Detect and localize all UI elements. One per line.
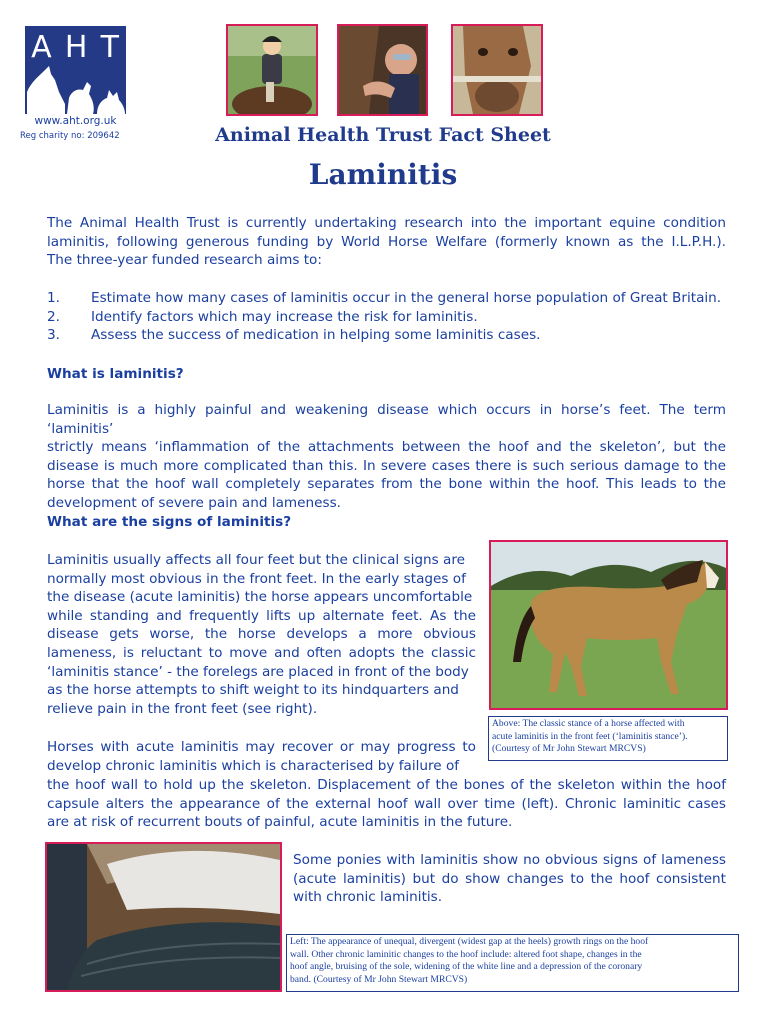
heading-what-is-laminitis: What is laminitis? xyxy=(47,366,184,382)
chronic-hoof-photo xyxy=(45,842,282,992)
caption-line: acute laminitis in the front feet (‘laminitis stance’). xyxy=(492,730,688,742)
para-line: Some ponies with laminitis show no obvious signs of lameness xyxy=(293,852,726,868)
para-line: with chronic laminitis. xyxy=(293,889,443,906)
caption-line: (Courtesy of Mr John Stewart MRCVS) xyxy=(492,743,646,754)
ponies-paragraph xyxy=(293,851,726,907)
fact-sheet-title: Animal Health Trust Fact Sheet xyxy=(215,124,551,146)
horse-face-photo xyxy=(451,24,543,116)
caption-line: Above: The classic stance of a horse affected with xyxy=(492,718,685,729)
para-line: disease gets worse, the horse develops a more obvious xyxy=(47,626,476,643)
para-line: lameness, is reluctant to move and often adopts the classic xyxy=(47,644,476,661)
logo-letter-a: A xyxy=(31,30,53,65)
para-line: relieve pain in the front feet (see right). xyxy=(47,700,318,717)
logo-letter-h: H xyxy=(64,30,89,65)
what-is-paragraph xyxy=(47,401,726,513)
intro-paragraph xyxy=(47,214,726,270)
para-line: the hoof wall to hold up the skeleton. Displacement of the bones of the skeleton within the hoof xyxy=(47,777,726,793)
para-line: disease is much more complicated than this. In severe cases there is such serious damage to the xyxy=(47,457,726,474)
charity-number: Reg charity no: 209642 xyxy=(20,131,120,141)
list-number: 3. xyxy=(47,327,60,344)
para-line: the disease (acute laminitis) the horse appears uncomfortable xyxy=(47,589,473,606)
signs-paragraph xyxy=(47,551,476,718)
caption-line: Left: The appearance of unequal, divergent (widest gap at the heels) growth rings on the hoof xyxy=(290,936,649,947)
list-number: 2. xyxy=(47,308,60,325)
para-line: Horses with acute laminitis may recover or may progress to xyxy=(47,739,476,755)
list-item xyxy=(47,326,737,345)
website-url[interactable]: www.aht.org.uk xyxy=(34,115,117,127)
para-line: develop chronic laminitis which is characterised by failure of xyxy=(47,757,460,774)
heading-signs: What are the signs of laminitis? xyxy=(47,514,292,530)
para-line: capsule alters the appearance of the external hoof wall over time (left). Chronic laminitic cases xyxy=(47,795,726,812)
animal-silhouettes-icon xyxy=(25,62,126,114)
list-item xyxy=(47,308,737,327)
para-line: Laminitis usually affects all four feet but the clinical signs are xyxy=(47,552,465,568)
list-item xyxy=(47,289,737,308)
list-text: Identify factors which may increase the risk for laminitis. xyxy=(91,308,478,325)
laminitis-stance-horse-photo xyxy=(489,540,728,710)
para-line: (acute laminitis) but do show changes to the hoof consistent xyxy=(293,870,726,887)
intro-line: The Animal Health Trust is currently undertaking research into the important equine condition xyxy=(47,215,726,231)
horse-photo-caption xyxy=(488,716,728,761)
intro-line: The three-year funded research aims to: xyxy=(47,252,322,269)
chronic-paragraph xyxy=(47,776,726,832)
list-text: Estimate how many cases of laminitis occur in the general horse population of Great Britain. xyxy=(91,290,722,306)
para-line: normally most obvious in the front feet. In the early stages of xyxy=(47,570,466,587)
para-line: while standing and frequently lifts up alternate feet. As the xyxy=(47,607,476,624)
aht-logo xyxy=(25,26,126,114)
para-line: strictly means ‘inflammation of the attachments between the hoof and the skeleton’, but the xyxy=(47,439,726,456)
para-line: development of severe pain and lameness. xyxy=(47,494,341,511)
list-number: 1. xyxy=(47,290,60,306)
page-title: Laminitis xyxy=(308,158,458,191)
para-line: are at risk of recurrent bouts of painful, acute laminitis in the future. xyxy=(47,814,513,831)
list-text: Assess the success of medication in helping some laminitis cases. xyxy=(91,327,541,344)
caption-line: band. (Courtesy of Mr John Stewart MRCVS) xyxy=(290,973,468,985)
para-line: ‘laminitis stance’ - the forelegs are placed in front of the body xyxy=(47,663,469,680)
para-line: as the horse attempts to shift weight to its hindquarters and xyxy=(47,682,459,699)
rider-photo xyxy=(226,24,318,116)
chronic-paragraph-column xyxy=(47,738,476,775)
research-aims-list xyxy=(47,289,737,345)
intro-line: laminitis, following generous funding by World Horse Welfare (formerly known as the I.L.P.H.). xyxy=(47,233,726,250)
hoof-photo-caption xyxy=(286,934,739,992)
logo-letter-t: T xyxy=(100,30,120,65)
caption-line: hoof angle, bruising of the sole, widening of the white line and a depression of the coronary xyxy=(290,961,643,972)
para-line: horse that the hoof wall completely separates from the bone within the hoof. This leads to the xyxy=(47,476,726,493)
vet-examining-horse-photo xyxy=(337,24,428,116)
para-line: Laminitis is a highly painful and weakening disease which occurs in horse’s feet. The term ‘laminitis’ xyxy=(47,402,726,437)
caption-line: wall. Other chronic laminitic changes to the hoof include: altered foot shape, changes in the xyxy=(290,948,642,960)
